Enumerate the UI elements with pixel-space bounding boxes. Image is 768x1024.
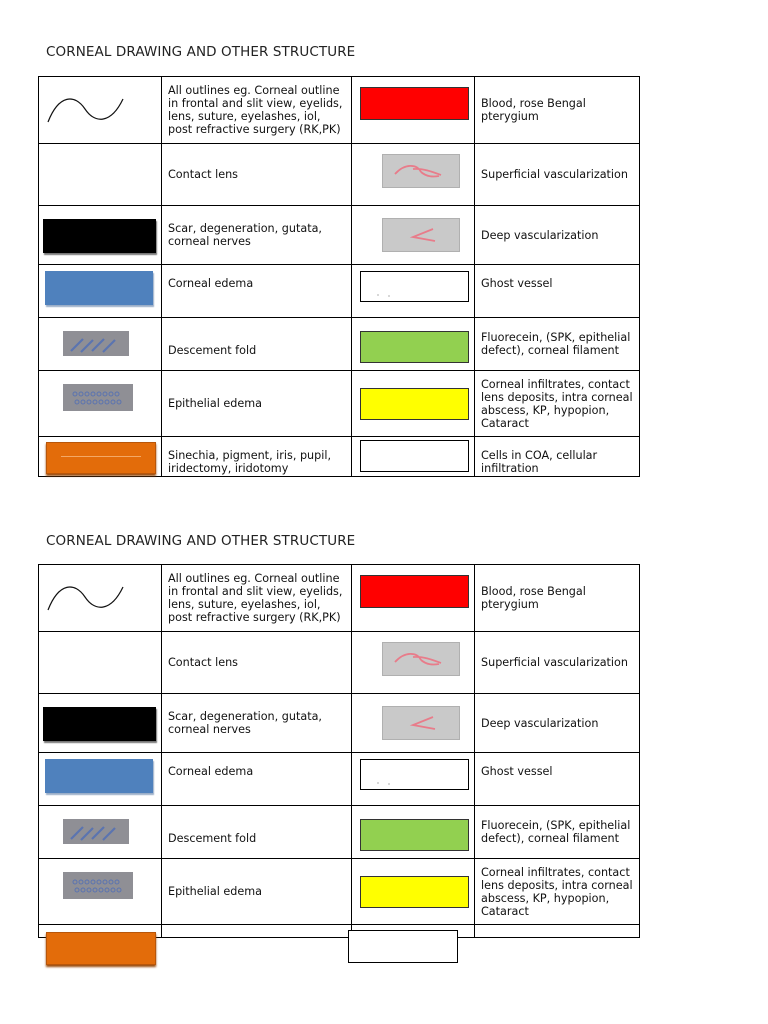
legend-label: Scar, degeneration, gutata, corneal nerves	[162, 206, 352, 265]
blue-swatch-icon	[45, 271, 153, 305]
legend-row	[39, 632, 640, 694]
superficial-vessel-icon	[382, 642, 460, 676]
blue-swatch-icon	[45, 759, 153, 793]
legend-row	[39, 144, 640, 206]
red-swatch-icon	[360, 87, 469, 120]
ghost-vessel-icon	[360, 271, 469, 302]
legend-label: Epithelial edema	[162, 371, 352, 437]
legend-label	[162, 925, 352, 938]
legend-row	[39, 77, 640, 144]
descement-fold-icon	[63, 819, 129, 844]
legend-label: All outlines eg. Corneal outline in frontal and slit view, eyelids, lens, suture, eyelashes, iol, post refractive surgery (RK,PK)	[162, 77, 352, 144]
symbol-cell	[352, 859, 475, 925]
green-swatch-icon	[360, 819, 469, 851]
legend-row	[39, 318, 640, 371]
legend-label: Contact lens	[162, 144, 352, 206]
wave-outline-icon	[45, 93, 127, 125]
black-swatch-icon	[43, 219, 156, 253]
legend-label: Corneal infiltrates, contact lens deposits, intra corneal abscess, KP, hypopion, Cataract	[475, 859, 640, 925]
symbol-cell	[352, 694, 475, 753]
legend-label: Deep vascularization	[475, 694, 640, 753]
legend-label: Superficial vascularization	[475, 632, 640, 694]
yellow-swatch-icon	[360, 388, 469, 420]
legend-label: Scar, degeneration, gutata, corneal nerves	[162, 694, 352, 753]
symbol-cell	[39, 694, 162, 753]
legend-label: Blood, rose Bengal pterygium	[475, 565, 640, 632]
symbol-cell	[39, 265, 162, 318]
legend-row	[39, 206, 640, 265]
symbol-cell	[39, 371, 162, 437]
legend-row	[39, 565, 640, 632]
legend-row	[39, 694, 640, 753]
symbol-cell	[352, 565, 475, 632]
red-swatch-icon	[360, 575, 469, 608]
symbol-cell	[352, 318, 475, 371]
deep-vessel-icon	[382, 706, 460, 740]
section-title: CORNEAL DRAWING AND OTHER STRUCTURE	[46, 533, 356, 549]
legend-label	[475, 925, 640, 938]
orange-swatch-icon	[46, 442, 156, 474]
black-swatch-icon	[43, 707, 156, 741]
yellow-swatch-icon	[360, 876, 469, 908]
legend-label: Ghost vessel	[475, 753, 640, 806]
symbol-cell	[352, 806, 475, 859]
white-swatch-icon	[348, 930, 458, 963]
legend-row	[39, 371, 640, 437]
legend-label: Corneal infiltrates, contact lens deposits, intra corneal abscess, KP, hypopion, Cataract	[475, 371, 640, 437]
ghost-vessel-icon	[360, 759, 469, 790]
symbol-cell	[352, 77, 475, 144]
legend-label: Cells in COA, cellular infiltration	[475, 437, 640, 477]
legend-label: Corneal edema	[162, 265, 352, 318]
green-swatch-icon	[360, 331, 469, 363]
legend-label: Deep vascularization	[475, 206, 640, 265]
symbol-cell	[39, 565, 162, 632]
white-swatch-icon	[360, 440, 469, 472]
legend-label: Blood, rose Bengal pterygium	[475, 77, 640, 144]
symbol-cell	[39, 753, 162, 806]
legend-row	[39, 859, 640, 925]
legend-table	[38, 76, 640, 477]
legend-label: All outlines eg. Corneal outline in frontal and slit view, eyelids, lens, suture, eyelashes, iol, post refractive surgery (RK,PK)	[162, 565, 352, 632]
legend-label: Descement fold	[162, 806, 352, 859]
symbol-cell	[39, 206, 162, 265]
descement-fold-icon	[63, 331, 129, 356]
legend-label: Descement fold	[162, 318, 352, 371]
legend-table	[38, 564, 640, 938]
symbol-cell	[352, 753, 475, 806]
symbol-cell	[39, 806, 162, 859]
section-title: CORNEAL DRAWING AND OTHER STRUCTURE	[46, 44, 356, 60]
legend-label: Contact lens	[162, 632, 352, 694]
symbol-cell	[352, 206, 475, 265]
epithelial-edema-icon	[63, 384, 133, 411]
legend-label: Fluorecein, (SPK, epithelial defect), corneal filament	[475, 806, 640, 859]
orange-swatch-icon	[46, 932, 156, 965]
legend-row	[39, 753, 640, 806]
wave-outline-icon	[45, 581, 127, 613]
legend-label: Superficial vascularization	[475, 144, 640, 206]
legend-label: Fluorecein, (SPK, epithelial defect), corneal filament	[475, 318, 640, 371]
symbol-cell	[39, 77, 162, 144]
superficial-vessel-icon	[382, 154, 460, 188]
symbol-cell	[39, 859, 162, 925]
symbol-cell	[352, 371, 475, 437]
legend-label: Ghost vessel	[475, 265, 640, 318]
legend-label: Corneal edema	[162, 753, 352, 806]
symbol-cell	[39, 437, 162, 477]
symbol-cell	[352, 144, 475, 206]
legend-row	[39, 265, 640, 318]
legend-label: Epithelial edema	[162, 859, 352, 925]
symbol-cell	[352, 437, 475, 477]
symbol-cell	[352, 632, 475, 694]
legend-row	[39, 437, 640, 477]
symbol-cell	[39, 318, 162, 371]
legend-row	[39, 806, 640, 859]
symbol-cell	[352, 265, 475, 318]
deep-vessel-icon	[382, 218, 460, 252]
epithelial-edema-icon	[63, 872, 133, 899]
legend-label: Sinechia, pigment, iris, pupil, iridectomy, iridotomy	[162, 437, 352, 477]
symbol-cell	[39, 632, 162, 694]
symbol-cell	[39, 144, 162, 206]
